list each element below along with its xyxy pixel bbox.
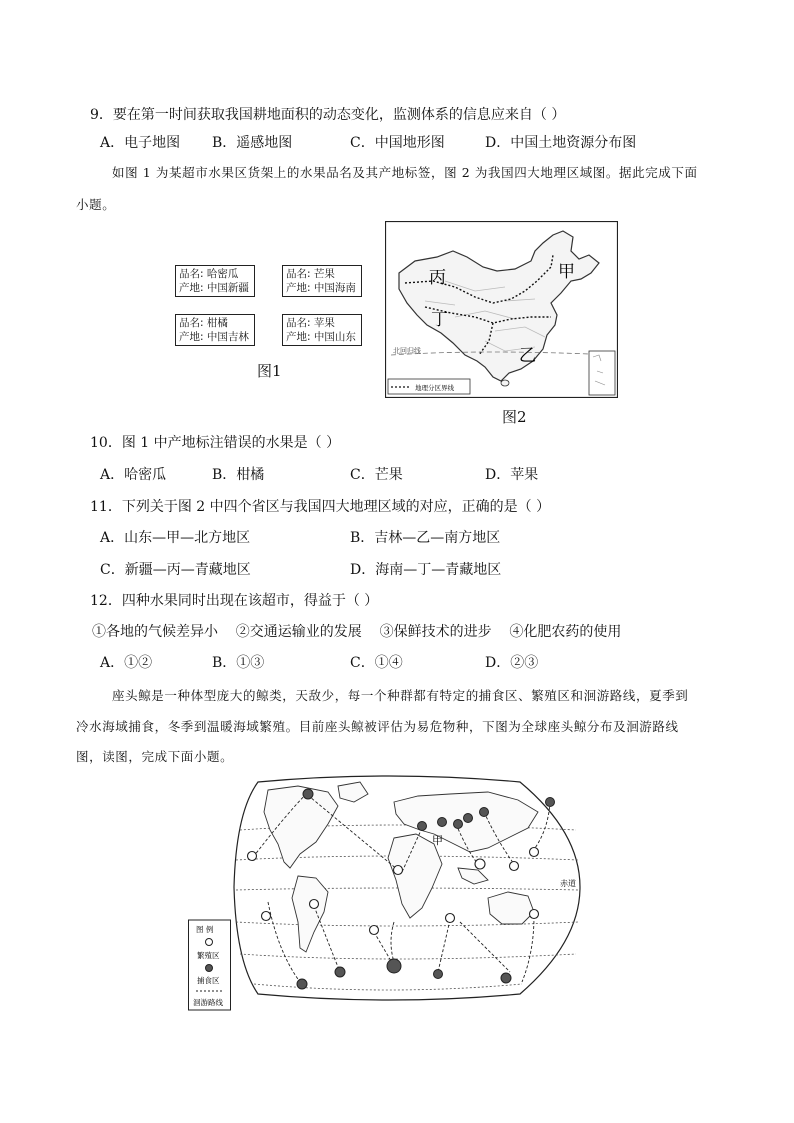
breeding-site [530,848,539,857]
feeding-site [464,814,473,823]
region-ding: 丁 [431,310,448,330]
q11-option-a[interactable]: A．山东—甲—北方地区 [100,530,251,546]
legend-route: 洄游路线 [193,998,223,1007]
intro2-line2: 冷水海域捕食，冬季到温暖海域繁殖。目前座头鲸被评估为易危物种，下图为全球座头鲸分布及洄游路线 [76,719,679,734]
breeding-site [475,859,485,869]
q10-option-c[interactable]: C．芒果 [350,467,403,483]
legend-title: 图 例 [196,925,214,934]
intro1-line1: 如图 1 为某超市水果区货架上的水果品名及其产地标签，图 2 为我国四大地理区域图。据此完成下面 [112,165,698,180]
intro2-line1: 座头鲸是一种体型庞大的鲸类，天敌少，每一个种群都有特定的捕食区、繁殖区和洄游路线，夏季到 [112,688,689,703]
q10-option-a[interactable]: A．哈密瓜 [100,467,167,483]
q10-option-b[interactable]: B．柑橘 [212,467,265,483]
intro2-line3: 图，读图，完成下面小题。 [76,749,234,764]
fruit-label-mango [282,265,362,297]
whale-world-map [188,772,590,1012]
feeding-site [303,789,313,799]
fruit-label-hami [175,265,255,297]
breeding-site [370,926,379,935]
figure1-caption: 图1 [257,362,282,380]
legend-label: 地理分区界线 [415,384,454,392]
q9-option-d[interactable]: D．中国土地资源分布图 [485,135,637,151]
breeding-site [530,910,539,919]
feeding-site [297,979,307,989]
q11-stem: 11．下列关于图 2 中四个省区与我国四大地理区域的对应，正确的是（ ） [90,499,551,515]
fruit-label-apple [282,314,362,346]
fruit-origin: 产地: 中国新疆 [179,282,249,294]
q12-stem: 12．四种水果同时出现在该超市，得益于（ ） [90,593,379,609]
q12-option-a[interactable]: A．①② [100,655,153,671]
feeding-site [387,959,401,973]
legend-feeding: 捕食区 [197,976,220,985]
hainan-island [501,380,509,386]
fruit-name: 品名: 柑橘 [179,317,228,329]
q12-option-b[interactable]: B．①③ [212,655,265,671]
legend-breeding: 繁殖区 [197,951,220,960]
q9-option-a[interactable]: A．电子地图 [100,135,181,151]
legend-breeding-icon [206,939,213,946]
fruit-name: 品名: 苹果 [286,317,335,329]
feeding-site [501,973,511,983]
feeding-site [434,970,443,979]
fruit-origin: 产地: 中国海南 [286,282,356,294]
equator-label: 赤道 [560,879,576,888]
fruit-name: 品名: 芒果 [286,268,335,280]
q12-option-d[interactable]: D．②③ [485,655,539,671]
q12-items: ①各地的气候差异小 ②交通运输业的发展 ③保鲜技术的进步 ④化肥农药的使用 [92,624,622,640]
china-regions-map [385,221,618,398]
feeding-site [335,967,345,977]
fruit-origin: 产地: 中国吉林 [179,331,249,343]
breeding-site [262,912,271,921]
feeding-site [546,798,555,807]
south-china-sea-inset [589,351,615,395]
fruit-origin: 产地: 中国山东 [286,331,356,343]
breeding-site [446,914,455,923]
q11-option-c[interactable]: C．新疆—丙—青藏地区 [100,562,251,578]
tropic-label: 北回归线 [393,347,421,355]
legend-feeding-icon [206,965,213,972]
breeding-site [248,852,257,861]
q10-option-d[interactable]: D．苹果 [485,467,539,483]
region-bing: 丙 [429,268,446,288]
q11-option-d[interactable]: D．海南—丁—青藏地区 [350,562,502,578]
figure2-caption: 图2 [502,408,527,426]
fruit-name: 品名: 哈密瓜 [179,268,239,280]
q12-option-c[interactable]: C．①④ [350,655,403,671]
region-yi: 乙 [519,346,536,366]
intro1-line2: 小题。 [76,197,116,212]
region-jia: 甲 [558,262,575,282]
breeding-site [510,862,519,871]
feeding-site [454,820,463,829]
feeding-site [418,822,427,831]
q10-stem: 10．图 1 中产地标注错误的水果是（ ） [90,435,341,451]
q9-stem: 9．要在第一时间获取我国耕地面积的动态变化，监测体系的信息应来自（ ） [90,107,566,123]
map-label-jia: 甲 [432,834,443,847]
q9-option-b[interactable]: B．遥感地图 [212,135,293,151]
q11-option-b[interactable]: B．吉林—乙—南方地区 [350,530,501,546]
q9-option-c[interactable]: C．中国地形图 [350,135,445,151]
breeding-site [310,900,319,909]
fruit-label-orange [175,314,255,346]
breeding-site [394,866,403,875]
feeding-site [438,818,447,827]
feeding-site [480,808,489,817]
